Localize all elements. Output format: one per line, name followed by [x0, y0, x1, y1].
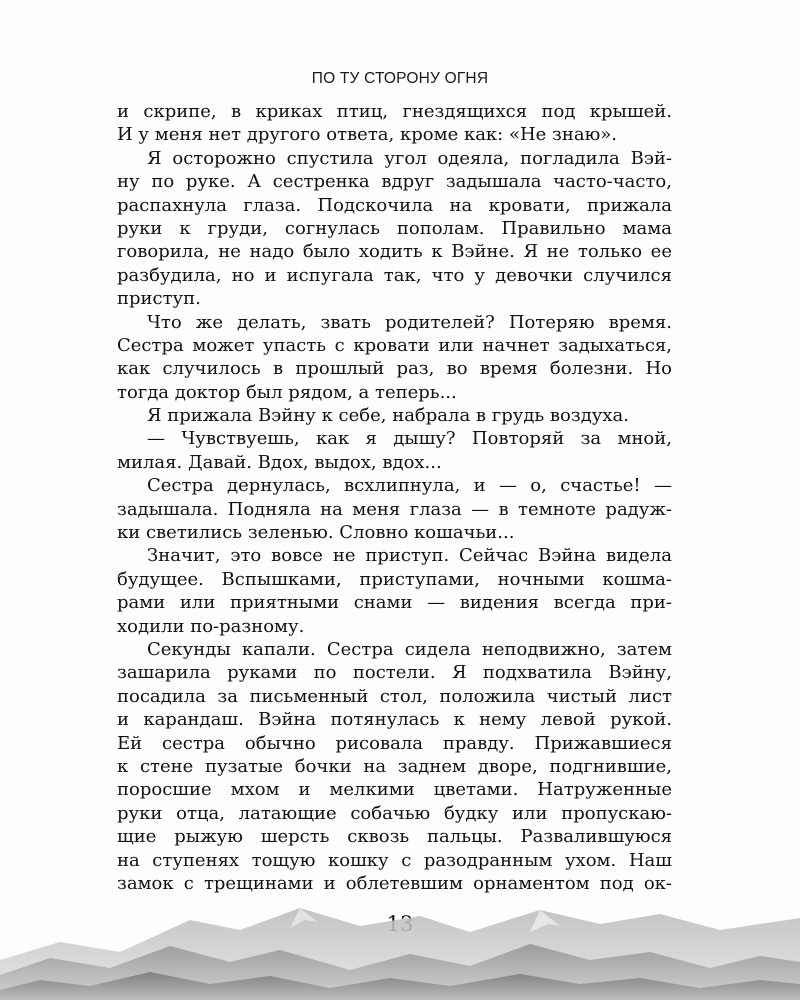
text-line: Я прижала Вэйну к себе, набрала в грудь воздуха. [147, 405, 629, 427]
text-line: тогда доктор был рядом, а теперь... [117, 381, 457, 403]
text-line: руки отца, латающие собачью будку или пропускаю- [117, 802, 672, 824]
text-line: милая. Давай. Вдох, выдох, вдох... [117, 451, 442, 473]
text-line: щие рыжую шерсть сквозь пальцы. Развалившуюся [117, 826, 672, 848]
text-line: как случилось в прошлый раз, во время болезни. Но [117, 358, 672, 380]
text-line: руки к груди, согнулась пополам. Правильно мама [117, 217, 672, 239]
text-line: Сестра может упасть с кровати или начнет задыхаться, [117, 334, 672, 356]
text-line: говорила, не надо было ходить к Вэйне. Я не только ее [117, 241, 672, 263]
text-line: Я осторожно спустила угол одеяла, погладила Вэй- [147, 147, 672, 169]
text-line: ходили по-разному. [117, 615, 305, 637]
text-line: ки светились зеленью. Словно кошачьи... [117, 522, 515, 544]
text-line: Сестра дернулась, всхлипнула, и — о, счастье! — [147, 475, 672, 497]
text-line: — Чувствуешь, как я дышу? Повторяй за мной, [147, 428, 672, 450]
text-line: задышала. Подняла на меня глаза — в темноте радуж- [117, 498, 672, 520]
text-line: приступ. [117, 288, 201, 310]
text-line: разбудила, но и испугала так, что у девочки случился [117, 264, 672, 286]
text-line: Ей сестра обычно рисовала правду. Прижавшиеся [117, 732, 672, 754]
text-line: Значит, это вовсе не приступ. Сейчас Вэйна видела [147, 545, 672, 567]
text-line: Секунды капали. Сестра сидела неподвижно, затем [147, 638, 672, 660]
text-line: Что же делать, звать родителей? Потеряю время. [147, 311, 672, 333]
text-line: распахнула глаза. Подскочила на кровати, прижала [117, 194, 672, 216]
text-line: будущее. Вспышками, приступами, ночными кошма- [117, 568, 672, 590]
text-line: рами или приятными снами — видения всегда при- [117, 592, 672, 614]
text-line: посадила за письменный стол, положила чистый лист [117, 685, 672, 707]
text-line: ну по руке. А сестренка вдруг задышала часто-часто, [117, 171, 672, 193]
text-line: и скрипе, в криках птиц, гнездящихся под крышей. [117, 101, 672, 122]
text-line: и карандаш. Вэйна потянулась к нему левой рукой. [117, 709, 672, 731]
text-line: зашарила руками по постели. Я подхватила Вэйну, [117, 662, 672, 684]
text-line: замок с трещинами и облетевшим орнаментом под ок- [117, 872, 672, 894]
mountain-illustration [0, 880, 800, 1000]
body-text [117, 100, 672, 895]
text-line: поросшие мхом и мелкими цветами. Натруженные [117, 779, 672, 801]
text-line: на ступенях тощую кошку с разодранным ухом. Наш [117, 849, 672, 871]
running-title: ПО ТУ СТОРОНУ ОГНЯ [311, 70, 489, 87]
text-line: к стене пузатые бочки на заднем дворе, подгнившие, [117, 755, 672, 777]
text-line: И у меня нет другого ответа, кроме как: «Не знаю». [117, 124, 617, 146]
